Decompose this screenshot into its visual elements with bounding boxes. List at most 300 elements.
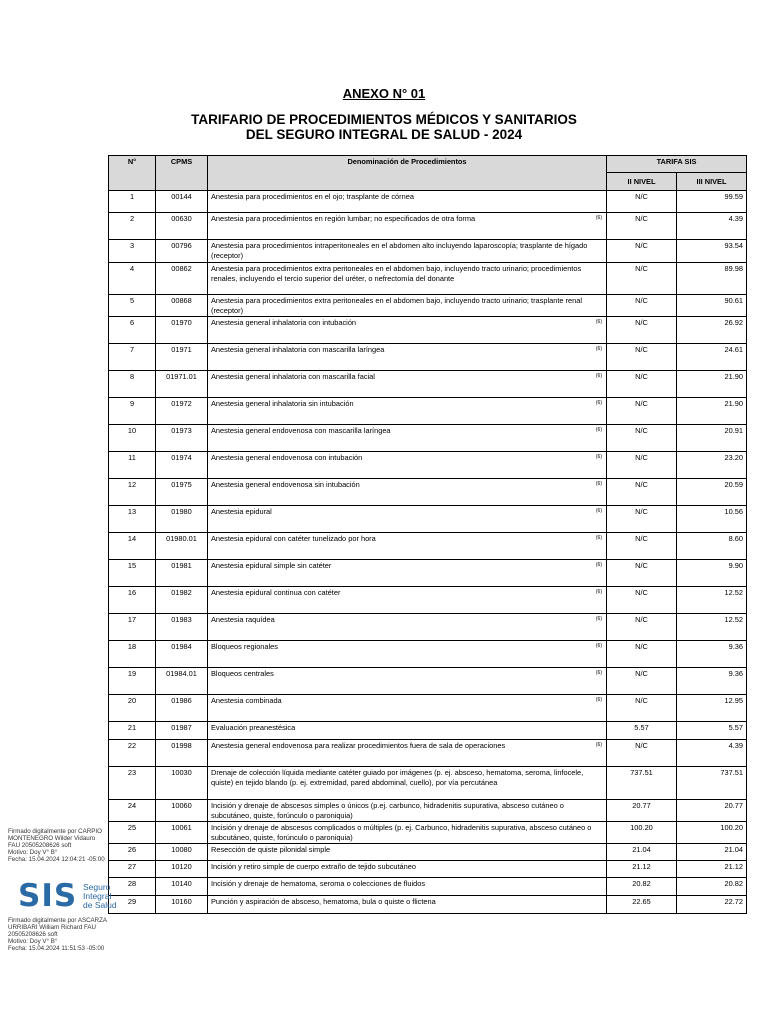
row-cpms-code bbox=[156, 506, 208, 533]
sis-logo bbox=[18, 880, 118, 912]
row-description bbox=[208, 506, 607, 533]
row-tarifa-ii-nivel-text: N/C bbox=[635, 426, 648, 435]
row-tarifa-ii-nivel-text: N/C bbox=[635, 372, 648, 381]
row-cpms-code bbox=[156, 425, 208, 452]
row-description bbox=[208, 213, 607, 240]
row-cpms-code bbox=[156, 479, 208, 506]
table-row bbox=[109, 398, 747, 425]
row-tarifa-ii-nivel-text: 737.51 bbox=[630, 768, 653, 777]
row-cpms-code-text: 10140 bbox=[171, 879, 192, 888]
row-description bbox=[208, 295, 607, 317]
row-cpms-code bbox=[156, 641, 208, 668]
row-tarifa-ii-nivel bbox=[607, 191, 677, 213]
row-number-text: 28 bbox=[127, 879, 137, 888]
footnote-mark: (6) bbox=[595, 535, 602, 541]
row-tarifa-iii-nivel bbox=[677, 295, 747, 317]
row-number-text: 16 bbox=[127, 588, 137, 597]
row-tarifa-iii-nivel-text: 21.90 bbox=[724, 399, 744, 408]
row-tarifa-iii-nivel bbox=[677, 263, 747, 295]
row-cpms-code bbox=[156, 452, 208, 479]
row-cpms-code-text: 01984 bbox=[171, 642, 192, 651]
row-tarifa-ii-nivel bbox=[607, 641, 677, 668]
row-tarifa-ii-nivel bbox=[607, 844, 677, 861]
table-row bbox=[109, 668, 747, 695]
row-description-text: Anestesia epidural continua con catéter bbox=[211, 588, 341, 597]
row-tarifa-ii-nivel bbox=[607, 695, 677, 722]
row-tarifa-ii-nivel bbox=[607, 668, 677, 695]
row-tarifa-ii-nivel-text: 20.77 bbox=[632, 801, 651, 810]
row-description bbox=[208, 533, 607, 560]
row-description bbox=[208, 822, 607, 844]
row-description bbox=[208, 191, 607, 213]
row-tarifa-ii-nivel-text: N/C bbox=[635, 588, 648, 597]
row-cpms-code-text: 10061 bbox=[171, 823, 192, 832]
row-cpms-code bbox=[156, 317, 208, 344]
row-tarifa-ii-nivel bbox=[607, 452, 677, 479]
row-tarifa-iii-nivel bbox=[677, 533, 747, 560]
table-row bbox=[109, 452, 747, 479]
row-tarifa-iii-nivel bbox=[677, 213, 747, 240]
row-description-text: Anestesia general endovenosa con intubación bbox=[211, 453, 363, 462]
row-tarifa-iii-nivel bbox=[677, 822, 747, 844]
row-number bbox=[109, 641, 156, 668]
row-tarifa-ii-nivel-text: N/C bbox=[635, 318, 648, 327]
row-cpms-code-text: 01983 bbox=[171, 615, 192, 624]
row-cpms-code-text: 01971.01 bbox=[166, 372, 197, 381]
document-title-line2: DEL SEGURO INTEGRAL DE SALUD - 2024 bbox=[245, 127, 523, 142]
table-row bbox=[109, 344, 747, 371]
row-number bbox=[109, 398, 156, 425]
row-description-text: Bloqueos centrales bbox=[211, 669, 274, 678]
row-tarifa-iii-nivel-text: 21.12 bbox=[724, 862, 744, 871]
row-cpms-code-text: 01998 bbox=[171, 741, 192, 750]
row-tarifa-iii-nivel-text: 737.51 bbox=[720, 768, 744, 777]
row-tarifa-ii-nivel-text: 21.04 bbox=[632, 845, 651, 854]
footnote-mark: (6) bbox=[595, 373, 602, 379]
row-tarifa-iii-nivel bbox=[677, 317, 747, 344]
row-tarifa-iii-nivel bbox=[677, 844, 747, 861]
row-cpms-code-text: 00796 bbox=[171, 241, 192, 250]
row-cpms-code bbox=[156, 800, 208, 822]
row-description bbox=[208, 479, 607, 506]
table-row bbox=[109, 695, 747, 722]
row-number-text: 22 bbox=[127, 741, 137, 750]
row-cpms-code bbox=[156, 861, 208, 878]
table-row bbox=[109, 800, 747, 822]
row-tarifa-iii-nivel-text: 20.91 bbox=[724, 426, 744, 435]
row-tarifa-ii-nivel-text: N/C bbox=[635, 642, 648, 651]
row-cpms-code-text: 00630 bbox=[171, 214, 192, 223]
row-description bbox=[208, 425, 607, 452]
row-cpms-code-text: 10030 bbox=[171, 768, 192, 777]
row-tarifa-iii-nivel bbox=[677, 506, 747, 533]
col-header-ii-nivel: II NIVEL bbox=[607, 173, 677, 191]
row-description-text: Anestesia para procedimientos en región lumbar; no especificados de otra forma bbox=[211, 214, 476, 223]
table-row bbox=[109, 213, 747, 240]
row-number-text: 10 bbox=[127, 426, 137, 435]
table-row bbox=[109, 317, 747, 344]
row-description-text: Anestesia general inhalatoria con mascarilla facial bbox=[211, 372, 375, 381]
row-tarifa-iii-nivel-text: 4.39 bbox=[728, 741, 744, 750]
row-description bbox=[208, 398, 607, 425]
row-number-text: 24 bbox=[127, 801, 137, 810]
row-description bbox=[208, 896, 607, 914]
row-description bbox=[208, 722, 607, 740]
row-number-text: 4 bbox=[129, 264, 135, 273]
row-cpms-code-text: 01981 bbox=[171, 561, 192, 570]
row-description bbox=[208, 263, 607, 295]
row-description-text: Anestesia general endovenosa con mascarilla laríngea bbox=[211, 426, 391, 435]
row-tarifa-iii-nivel bbox=[677, 861, 747, 878]
row-number bbox=[109, 800, 156, 822]
row-tarifa-iii-nivel-text: 26.92 bbox=[724, 318, 744, 327]
row-tarifa-iii-nivel bbox=[677, 344, 747, 371]
row-tarifa-iii-nivel-text: 9.36 bbox=[728, 669, 744, 678]
logo-mark: SIS bbox=[18, 878, 78, 914]
footnote-mark: (6) bbox=[595, 670, 602, 676]
table-row bbox=[109, 295, 747, 317]
footnote-mark: (6) bbox=[595, 215, 602, 221]
row-cpms-code-text: 01970 bbox=[171, 318, 192, 327]
row-cpms-code bbox=[156, 191, 208, 213]
row-tarifa-iii-nivel bbox=[677, 240, 747, 263]
row-tarifa-iii-nivel-text: 10.56 bbox=[724, 507, 744, 516]
row-description-text: Anestesia epidural con catéter tunelizado por hora bbox=[211, 534, 376, 543]
row-tarifa-ii-nivel bbox=[607, 213, 677, 240]
row-description bbox=[208, 317, 607, 344]
digital-signature-1: Firmado digitalmente por CARPIO MONTENEGRO Wilder Vidauro FAU 20505208626 soft Motivo: Doy V° B° Fecha: 15.04.2024 12:04:21 -05:00 bbox=[8, 828, 105, 863]
row-tarifa-ii-nivel-text: N/C bbox=[635, 241, 648, 250]
row-tarifa-ii-nivel bbox=[607, 740, 677, 767]
row-tarifa-iii-nivel bbox=[677, 722, 747, 740]
row-number-text: 11 bbox=[128, 453, 136, 462]
row-tarifa-ii-nivel-text: N/C bbox=[635, 214, 648, 223]
row-tarifa-iii-nivel bbox=[677, 740, 747, 767]
row-cpms-code-text: 01987 bbox=[171, 723, 192, 732]
row-tarifa-iii-nivel bbox=[677, 878, 747, 896]
row-number-text: 7 bbox=[129, 345, 135, 354]
row-tarifa-ii-nivel bbox=[607, 896, 677, 914]
table-row bbox=[109, 722, 747, 740]
row-cpms-code bbox=[156, 822, 208, 844]
row-description-text: Evaluación preanestésica bbox=[211, 723, 296, 732]
row-cpms-code-text: 01980.01 bbox=[166, 534, 197, 543]
row-cpms-code-text: 01984.01 bbox=[166, 669, 197, 678]
table-row bbox=[109, 479, 747, 506]
row-tarifa-iii-nivel-text: 12.52 bbox=[724, 588, 744, 597]
row-number-text: 14 bbox=[127, 534, 137, 543]
table-row bbox=[109, 191, 747, 213]
row-number-text: 8 bbox=[129, 372, 135, 381]
row-cpms-code bbox=[156, 263, 208, 295]
footnote-mark: (6) bbox=[595, 508, 602, 514]
row-tarifa-iii-nivel bbox=[677, 800, 747, 822]
row-number bbox=[109, 822, 156, 844]
row-tarifa-ii-nivel bbox=[607, 479, 677, 506]
row-number bbox=[109, 344, 156, 371]
row-tarifa-ii-nivel-text: N/C bbox=[635, 561, 648, 570]
row-description-text: Anestesia general inhalatoria sin intubación bbox=[211, 399, 354, 408]
row-number bbox=[109, 452, 156, 479]
row-tarifa-iii-nivel bbox=[677, 560, 747, 587]
row-number-text: 20 bbox=[127, 696, 137, 705]
row-description bbox=[208, 695, 607, 722]
row-description-text: Punción y aspiración de absceso, hematoma, bula o quiste o flictena bbox=[211, 897, 436, 906]
table-row bbox=[109, 587, 747, 614]
row-cpms-code-text: 01972 bbox=[171, 399, 192, 408]
row-number bbox=[109, 506, 156, 533]
row-tarifa-iii-nivel-text: 21.04 bbox=[724, 845, 744, 854]
row-tarifa-ii-nivel bbox=[607, 767, 677, 800]
row-cpms-code-text: 10080 bbox=[171, 845, 192, 854]
table-row bbox=[109, 506, 747, 533]
row-number-text: 27 bbox=[127, 862, 137, 871]
row-tarifa-ii-nivel-text: 100.20 bbox=[630, 823, 653, 832]
row-tarifa-iii-nivel-text: 4.39 bbox=[728, 214, 744, 223]
row-tarifa-iii-nivel bbox=[677, 371, 747, 398]
row-number bbox=[109, 213, 156, 240]
row-description-text: Anestesia general inhalatoria con intubación bbox=[211, 318, 357, 327]
table-row bbox=[109, 822, 747, 844]
row-cpms-code-text: 10120 bbox=[171, 862, 192, 871]
row-number bbox=[109, 668, 156, 695]
row-description-text: Incisión y drenaje de abscesos simples o únicos (p.ej. carbunco, hidradenitis supurativa, absceso cutáneo o subcutáneo, quiste, forúnculo o paroniquia) bbox=[211, 801, 564, 820]
row-cpms-code bbox=[156, 533, 208, 560]
row-number bbox=[109, 560, 156, 587]
row-description bbox=[208, 740, 607, 767]
row-tarifa-iii-nivel bbox=[677, 767, 747, 800]
row-number-text: 6 bbox=[129, 318, 135, 327]
row-tarifa-ii-nivel bbox=[607, 240, 677, 263]
table-row bbox=[109, 425, 747, 452]
row-tarifa-iii-nivel-text: 8.60 bbox=[728, 534, 744, 543]
annex-heading: ANEXO N° 01 bbox=[342, 86, 426, 101]
row-tarifa-ii-nivel bbox=[607, 371, 677, 398]
row-description-text: Anestesia combinada bbox=[211, 696, 282, 705]
footnote-mark: (6) bbox=[595, 454, 602, 460]
row-tarifa-iii-nivel bbox=[677, 614, 747, 641]
row-tarifa-ii-nivel-text: N/C bbox=[635, 615, 648, 624]
table-row bbox=[109, 878, 747, 896]
row-description bbox=[208, 587, 607, 614]
table-row bbox=[109, 844, 747, 861]
row-number-text: 29 bbox=[127, 897, 137, 906]
row-tarifa-iii-nivel bbox=[677, 587, 747, 614]
row-tarifa-iii-nivel-text: 12.52 bbox=[724, 615, 744, 624]
row-tarifa-ii-nivel-text: N/C bbox=[635, 669, 648, 678]
row-tarifa-iii-nivel bbox=[677, 398, 747, 425]
row-number-text: 18 bbox=[127, 642, 137, 651]
row-tarifa-ii-nivel-text: N/C bbox=[635, 741, 648, 750]
col-header-tarifa: TARIFA SIS bbox=[607, 156, 747, 173]
row-number bbox=[109, 191, 156, 213]
row-cpms-code-text: 00868 bbox=[171, 296, 192, 305]
table-row bbox=[109, 861, 747, 878]
row-number-text: 25 bbox=[127, 823, 137, 832]
row-number-text: 19 bbox=[127, 669, 137, 678]
row-cpms-code bbox=[156, 371, 208, 398]
row-description bbox=[208, 767, 607, 800]
row-description-text: Anestesia raquídea bbox=[211, 615, 275, 624]
row-number bbox=[109, 740, 156, 767]
row-cpms-code-text: 00144 bbox=[171, 192, 192, 201]
table-row bbox=[109, 614, 747, 641]
row-description bbox=[208, 344, 607, 371]
row-tarifa-iii-nivel bbox=[677, 641, 747, 668]
row-number bbox=[109, 263, 156, 295]
row-description-text: Anestesia general endovenosa sin intubación bbox=[211, 480, 360, 489]
footnote-mark: (6) bbox=[595, 589, 602, 595]
table-row bbox=[109, 767, 747, 800]
row-number bbox=[109, 533, 156, 560]
row-number bbox=[109, 317, 156, 344]
row-tarifa-ii-nivel-text: N/C bbox=[635, 453, 648, 462]
document-title-line1: TARIFARIO DE PROCEDIMIENTOS MÉDICOS Y SANITARIOS bbox=[191, 112, 577, 127]
row-description bbox=[208, 800, 607, 822]
row-tarifa-iii-nivel-text: 89.98 bbox=[724, 264, 744, 273]
col-header-iii-nivel: III NIVEL bbox=[677, 173, 747, 191]
row-tarifa-ii-nivel bbox=[607, 800, 677, 822]
col-header-num: N° bbox=[109, 156, 156, 191]
footnote-mark: (6) bbox=[595, 562, 602, 568]
row-number-text: 12 bbox=[127, 480, 137, 489]
row-description-text: Anestesia para procedimientos en el ojo; trasplante de córnea bbox=[211, 192, 414, 201]
footnote-mark: (6) bbox=[595, 346, 602, 352]
row-number-text: 5 bbox=[129, 296, 135, 305]
row-cpms-code-text: 01980 bbox=[171, 507, 192, 516]
row-description-text: Incisión y retiro simple de cuerpo extraño de tejido subcutáneo bbox=[211, 862, 417, 871]
row-tarifa-ii-nivel bbox=[607, 425, 677, 452]
row-cpms-code bbox=[156, 695, 208, 722]
row-tarifa-iii-nivel bbox=[677, 695, 747, 722]
row-number bbox=[109, 844, 156, 861]
row-description-text: Resección de quiste pilonidal simple bbox=[211, 845, 331, 854]
row-description-text: Anestesia para procedimientos extra peritoneales en el abdomen bajo, incluyendo tracto urinario; trasplante renal (receptor) bbox=[211, 296, 582, 315]
row-tarifa-iii-nivel-text: 9.90 bbox=[728, 561, 744, 570]
row-tarifa-iii-nivel-text: 12.95 bbox=[724, 696, 744, 705]
row-tarifa-ii-nivel bbox=[607, 822, 677, 844]
row-cpms-code bbox=[156, 614, 208, 641]
table-row bbox=[109, 240, 747, 263]
row-tarifa-ii-nivel-text: N/C bbox=[635, 480, 648, 489]
row-tarifa-iii-nivel bbox=[677, 896, 747, 914]
row-description bbox=[208, 668, 607, 695]
row-description bbox=[208, 878, 607, 896]
row-cpms-code bbox=[156, 668, 208, 695]
row-cpms-code-text: 01973 bbox=[171, 426, 192, 435]
row-tarifa-ii-nivel bbox=[607, 614, 677, 641]
row-tarifa-ii-nivel bbox=[607, 587, 677, 614]
row-cpms-code bbox=[156, 398, 208, 425]
row-cpms-code bbox=[156, 896, 208, 914]
row-description-text: Incisión y drenaje de abscesos complicados o múltiples (p. ej. Carbunco, hidradenitis supurativa, absceso cutáneo o subcutáneo, quiste, forúnculo o paroniquia) bbox=[211, 823, 592, 842]
row-description-text: Incisión y drenaje de hematoma, seroma o colecciones de fluidos bbox=[211, 879, 426, 888]
row-cpms-code-text: 01982 bbox=[171, 588, 192, 597]
row-cpms-code-text: 01975 bbox=[171, 480, 192, 489]
row-cpms-code-text: 10060 bbox=[171, 801, 192, 810]
row-cpms-code bbox=[156, 878, 208, 896]
row-cpms-code-text: 00862 bbox=[171, 264, 192, 273]
row-tarifa-ii-nivel bbox=[607, 560, 677, 587]
row-number bbox=[109, 295, 156, 317]
row-description bbox=[208, 560, 607, 587]
table-row bbox=[109, 560, 747, 587]
row-cpms-code bbox=[156, 722, 208, 740]
row-tarifa-iii-nivel bbox=[677, 479, 747, 506]
row-number bbox=[109, 614, 156, 641]
row-description-text: Anestesia epidural simple sin catéter bbox=[211, 561, 332, 570]
row-tarifa-iii-nivel-text: 20.82 bbox=[724, 879, 744, 888]
row-number-text: 9 bbox=[129, 399, 135, 408]
row-tarifa-iii-nivel-text: 20.77 bbox=[724, 801, 744, 810]
table-row bbox=[109, 896, 747, 914]
row-cpms-code bbox=[156, 560, 208, 587]
row-tarifa-iii-nivel-text: 99.59 bbox=[724, 192, 744, 201]
tariff-table bbox=[108, 155, 747, 914]
row-tarifa-iii-nivel-text: 93.54 bbox=[724, 241, 744, 250]
row-number bbox=[109, 861, 156, 878]
row-cpms-code bbox=[156, 767, 208, 800]
row-tarifa-iii-nivel-text: 9.36 bbox=[728, 642, 744, 651]
footnote-mark: (6) bbox=[595, 643, 602, 649]
row-tarifa-ii-nivel bbox=[607, 295, 677, 317]
logo-subtitle: Seguro Integral de Salud bbox=[83, 882, 117, 910]
footnote-mark: (6) bbox=[595, 400, 602, 406]
row-cpms-code-text: 01971 bbox=[171, 345, 192, 354]
row-description-text: Anestesia para procedimientos extra peritoneales en el abdomen bajo, incluyendo tracto urinario; procedimientos renales, incluyendo el tercio superior del uréter, o nefrectomía del donante bbox=[211, 264, 582, 283]
row-tarifa-ii-nivel bbox=[607, 344, 677, 371]
row-tarifa-iii-nivel bbox=[677, 452, 747, 479]
row-number-text: 15 bbox=[127, 561, 137, 570]
row-tarifa-ii-nivel bbox=[607, 861, 677, 878]
row-description-text: Anestesia epidural bbox=[211, 507, 272, 516]
row-description-text: Anestesia general endovenosa para realizar procedimientos fuera de sala de operaciones bbox=[211, 741, 506, 750]
row-description bbox=[208, 861, 607, 878]
row-tarifa-iii-nivel-text: 24.61 bbox=[724, 345, 744, 354]
row-number-text: 13 bbox=[127, 507, 137, 516]
row-number-text: 23 bbox=[127, 768, 137, 777]
table-row bbox=[109, 740, 747, 767]
col-header-denominacion: Denominación de Procedimientos bbox=[208, 156, 607, 191]
digital-signature-2: Firmado digitalmente por ASCARZA URRIBARI William Richard FAU 20505208626 soft Motivo: Doy V° B° Fecha: 15.04.2024 11:51:53 -05:00 bbox=[8, 917, 108, 952]
row-number bbox=[109, 767, 156, 800]
row-tarifa-ii-nivel bbox=[607, 317, 677, 344]
footnote-mark: (6) bbox=[595, 427, 602, 433]
row-tarifa-ii-nivel-text: N/C bbox=[635, 345, 648, 354]
row-description-text: Bloqueos regionales bbox=[211, 642, 278, 651]
row-tarifa-iii-nivel bbox=[677, 191, 747, 213]
row-number-text: 1 bbox=[129, 192, 135, 201]
row-cpms-code-text: 10160 bbox=[171, 897, 192, 906]
row-number bbox=[109, 722, 156, 740]
row-number bbox=[109, 240, 156, 263]
row-number bbox=[109, 479, 156, 506]
footnote-mark: (6) bbox=[595, 319, 602, 325]
col-header-cpms: CPMS bbox=[156, 156, 208, 191]
row-description bbox=[208, 452, 607, 479]
table-row bbox=[109, 533, 747, 560]
row-cpms-code bbox=[156, 844, 208, 861]
row-tarifa-ii-nivel-text: N/C bbox=[635, 296, 648, 305]
row-tarifa-ii-nivel-text: 22.65 bbox=[632, 897, 651, 906]
table-row bbox=[109, 641, 747, 668]
row-number bbox=[109, 371, 156, 398]
row-description bbox=[208, 614, 607, 641]
row-tarifa-iii-nivel-text: 21.90 bbox=[724, 372, 744, 381]
row-tarifa-iii-nivel bbox=[677, 425, 747, 452]
row-description-text: Drenaje de colección líquida mediante catéter guiado por imágenes (p. ej. absceso, hematoma, seroma, linfocele, quiste) en tejido blando (p. ej. extremidad, pared abdominal, cuello), por vía percutánea bbox=[211, 768, 584, 787]
row-tarifa-ii-nivel-text: N/C bbox=[635, 264, 648, 273]
